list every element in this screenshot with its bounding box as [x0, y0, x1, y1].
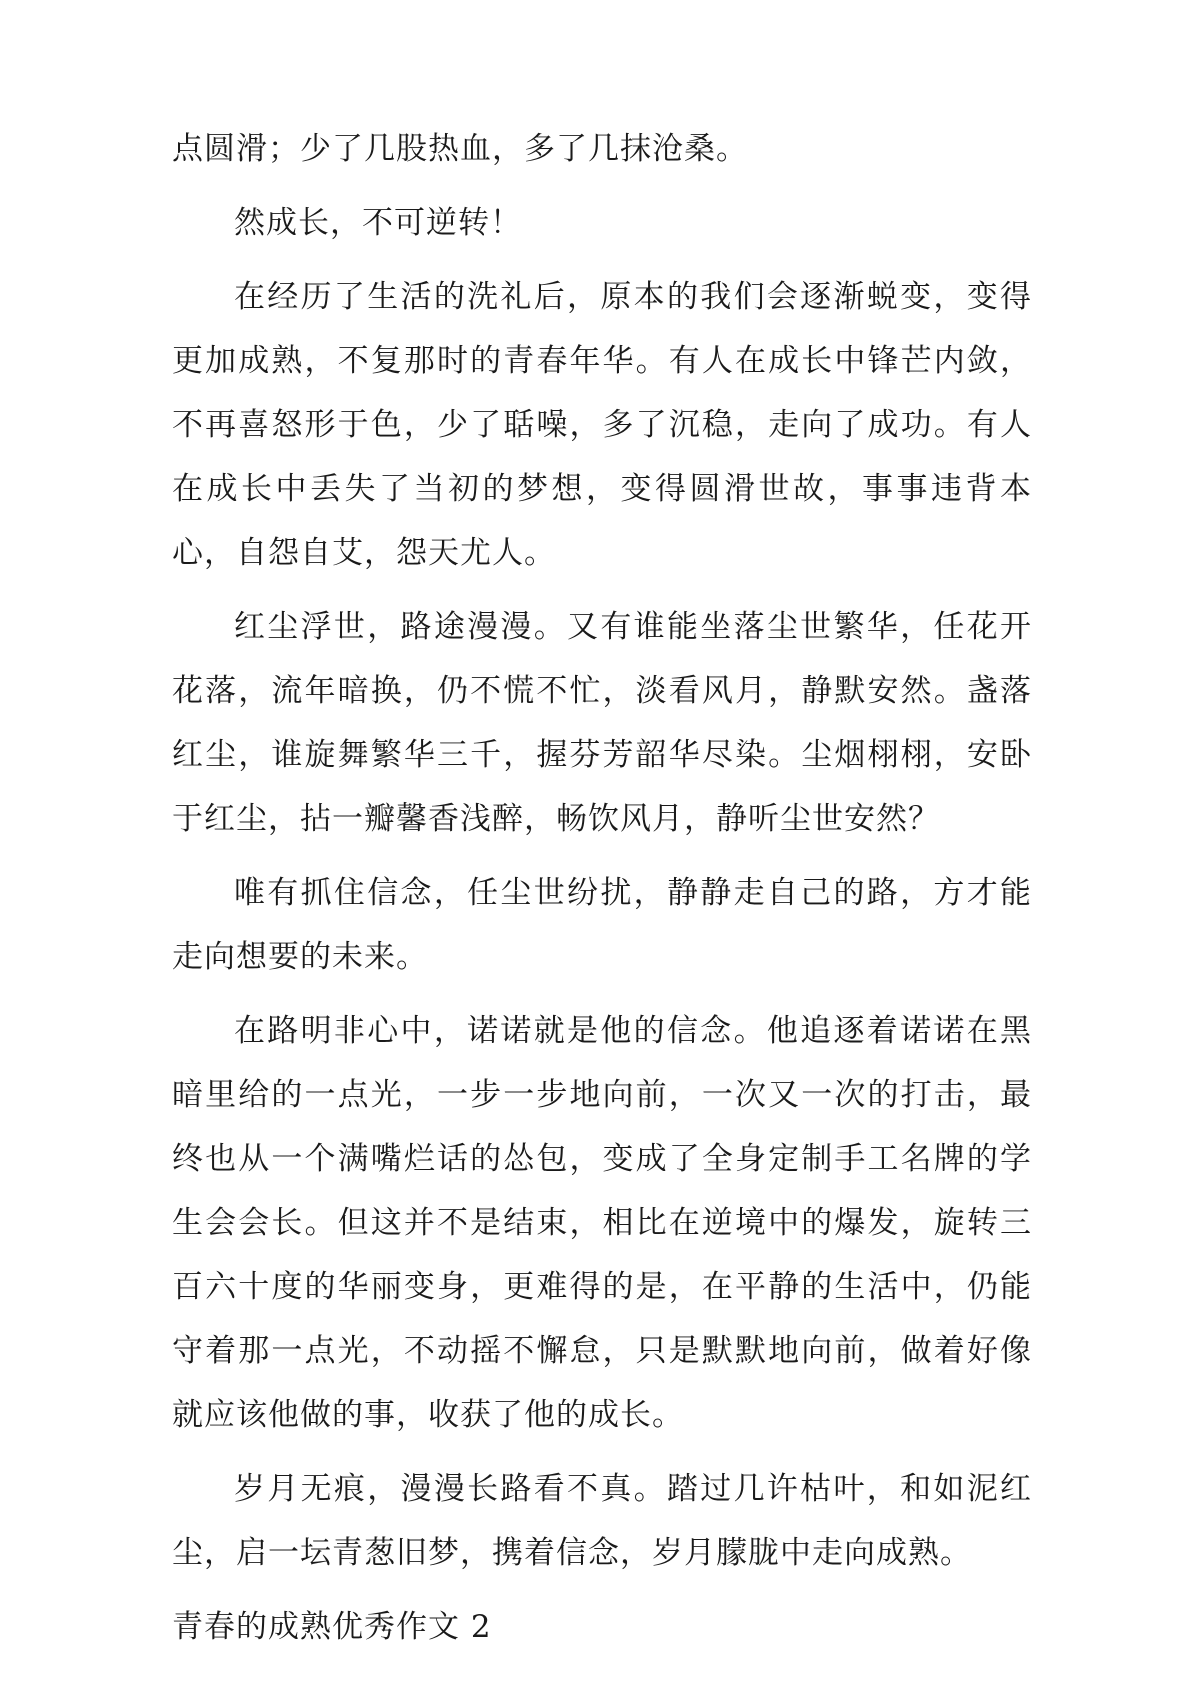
paragraph: 岁月无痕，漫漫长路看不真。踏过几许枯叶，和如泥红尘，启一坛青葱旧梦，携着信念，岁月朦胧中走向成熟。	[172, 1471, 1032, 1571]
paragraph-continuation: 点圆滑；少了几股热血，多了几抹沧桑。	[172, 131, 748, 167]
paragraph: 红尘浮世，路途漫漫。又有谁能坐落尘世繁华，任花开花落，流年暗换，仍不慌不忙，淡看风月，静默安然。盏落红尘，谁旋舞繁华三千，握芬芳韶华尽染。尘烟栩栩，安卧于红尘，拈一瓣馨香浅醉，畅饮风月，静听尘世安然？	[172, 609, 1032, 837]
section-heading: 青春的成熟优秀作文 2	[172, 1609, 492, 1645]
document-body	[172, 117, 1032, 1659]
paragraph: 然成长，不可逆转！	[234, 205, 522, 241]
paragraph: 在路明非心中，诺诺就是他的信念。他追逐着诺诺在黑暗里给的一点光，一步一步地向前，一次又一次的打击，最终也从一个满嘴烂话的怂包，变成了全身定制手工名牌的学生会会长。但这并不是结束，相比在逆境中的爆发，旋转三百六十度的华丽变身，更难得的是，在平静的生活中，仍能守着那一点光，不动摇不懈怠，只是默默地向前，做着好像就应该他做的事，收获了他的成长。	[172, 1013, 1032, 1433]
paragraph: 唯有抓住信念，任尘世纷扰，静静走自己的路，方才能走向想要的未来。	[172, 875, 1032, 975]
paragraph: 在经历了生活的洗礼后，原本的我们会逐渐蜕变，变得更加成熟，不复那时的青春年华。有人在成长中锋芒内敛，不再喜怒形于色，少了聒噪，多了沉稳，走向了成功。有人在成长中丢失了当初的梦想，变得圆滑世故，事事违背本心，自怨自艾，怨天尤人。	[172, 279, 1032, 571]
